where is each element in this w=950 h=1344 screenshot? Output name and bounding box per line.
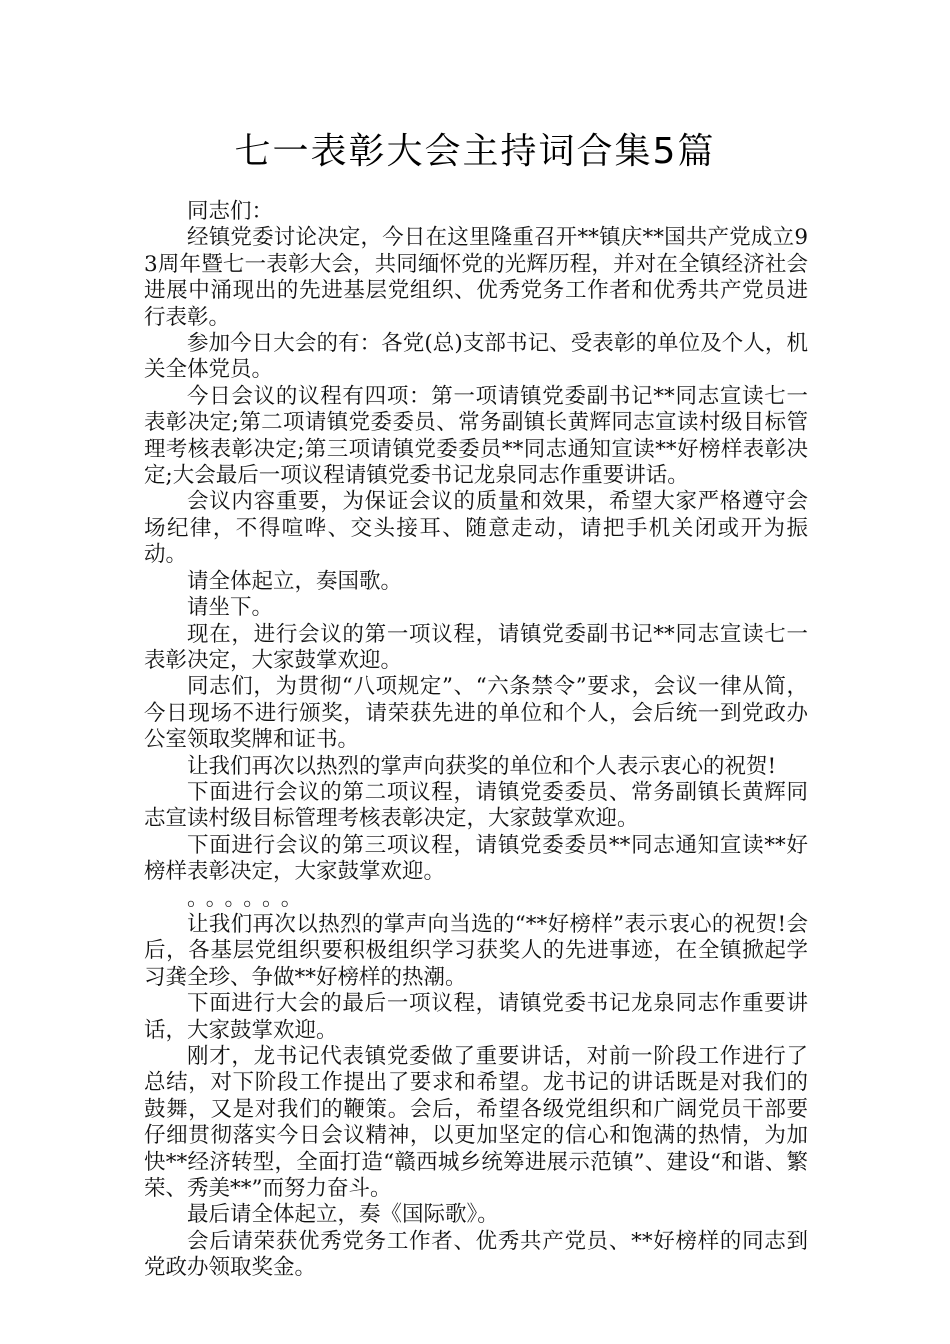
paragraph: 下面进行会议的第三项议程，请镇党委委员**同志通知宣读**好榜样表彰决定，大家鼓掌欢迎。 [144, 832, 808, 885]
paragraph: 同志们，为贯彻“八项规定”、“六条禁令”要求，会议一律从简，今日现场不进行颁奖，请荣获先进的单位和个人，会后统一到党政办公室领取奖牌和证书。 [144, 674, 808, 753]
paragraph: 请坐下。 [187, 595, 274, 621]
document-body [144, 199, 808, 1282]
paragraph: 刚才，龙书记代表镇党委做了重要讲话，对前一阶段工作进行了总结，对下阶段工作提出了要求和希望。龙书记的讲话既是对我们的鼓舞，又是对我们的鞭策。会后，希望各级党组织和广阔党员干部要仔细贯彻落实今日会议精神，以更加坚定的信心和饱满的热情，为加快**经济转型，全面打造“赣西城乡统筹进展示范镇”、建设“和谐、繁荣、秀美**”而努力奋斗。 [144, 1044, 808, 1202]
paragraph: 让我们再次以热烈的掌声向当选的“**好榜样”表示衷心的祝贺!会后，各基层党组织要积极组织学习获奖人的先进事迹，在全镇掀起学习龚全珍、争做**好榜样的热潮。 [144, 911, 808, 990]
paragraph: 会后请荣获优秀党务工作者、优秀共产党员、**好榜样的同志到党政办领取奖金。 [144, 1228, 808, 1281]
document-title: 七一表彰大会主持词合集5篇 [234, 131, 716, 172]
ellipsis-line: 。。。。。。 [187, 885, 311, 911]
paragraph: 经镇党委讨论决定，今日在这里隆重召开**镇庆**国共产党成立93周年暨七一表彰大会，共同缅怀党的光辉历程，并对在全镇经济社会进展中涌现出的先进基层党组织、优秀党务工作者和优秀共产党员进行表彰。 [144, 225, 808, 330]
salutation: 同志们： [187, 199, 274, 224]
paragraph: 今日会议的议程有四项：第一项请镇党委副书记**同志宣读七一表彰决定;第二项请镇党委委员、常务副镇长黄辉同志宣读村级目标管理考核表彰决定;第三项请镇党委委员**同志通知宣读**好榜样表彰决定;大会最后一项议程请镇党委书记龙泉同志作重要讲话。 [144, 383, 808, 489]
paragraph: 让我们再次以热烈的掌声向获奖的单位和个人表示衷心的祝贺! [187, 753, 777, 779]
paragraph: 下面进行大会的最后一项议程，请镇党委书记龙泉同志作重要讲话，大家鼓掌欢迎。 [144, 991, 808, 1043]
paragraph: 请全体起立，奏国歌。 [187, 568, 403, 594]
paragraph: 最后请全体起立，奏《国际歌》。 [187, 1202, 499, 1228]
paragraph: 下面进行会议的第二项议程，请镇党委委员、常务副镇长黄辉同志宣读村级目标管理考核表彰决定，大家鼓掌欢迎。 [144, 779, 808, 832]
paragraph: 现在，进行会议的第一项议程，请镇党委副书记**同志宣读七一表彰决定，大家鼓掌欢迎。 [144, 621, 808, 673]
paragraph: 参加今日大会的有：各党(总)支部书记、受表彰的单位及个人，机关全体党员。 [144, 331, 808, 383]
paragraph: 会议内容重要，为保证会议的质量和效果，希望大家严格遵守会场纪律，不得喧哗、交头接耳、随意走动，请把手机关闭或开为振动。 [144, 489, 808, 568]
